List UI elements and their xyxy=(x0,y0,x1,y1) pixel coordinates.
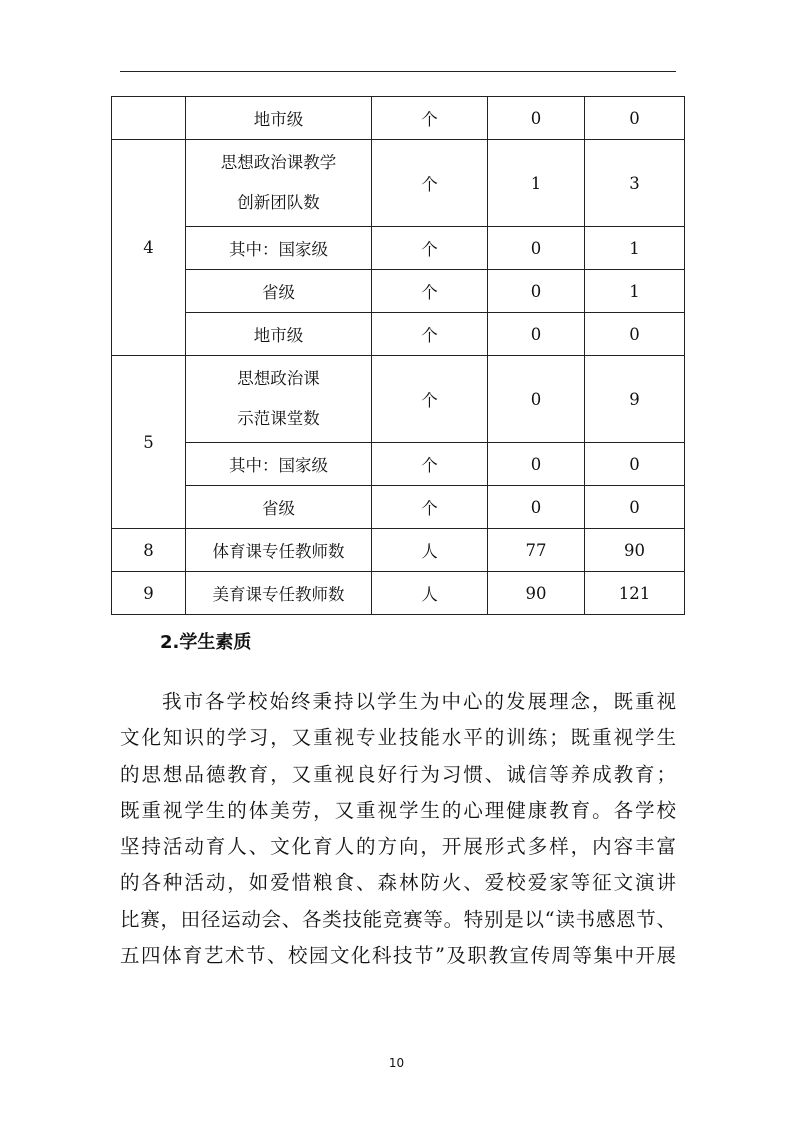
unit-cell: 人 xyxy=(372,572,488,615)
item-label-cell: 其中：国家级 xyxy=(186,227,372,270)
item-label-cell xyxy=(186,140,372,227)
row-number-cell: 9 xyxy=(112,572,186,615)
unit-cell: 个 xyxy=(372,486,488,529)
paragraph-line: 既重视学生的体美劳，又重视学生的心理健康教育。各学校 xyxy=(120,798,676,822)
table-row xyxy=(112,313,685,356)
item-label-cell: 美育课专任教师数 xyxy=(186,572,372,615)
item-label-line: 创新团队数 xyxy=(237,193,320,212)
value-cell: 121 xyxy=(585,572,685,615)
unit-cell: 个 xyxy=(372,227,488,270)
paragraph-line: 的各种活动，如爱惜粮食、森林防火、爱校爱家等征文演讲 xyxy=(120,871,676,895)
value-cell: 1 xyxy=(585,270,685,313)
table-row xyxy=(112,97,685,140)
paragraph-line: 我市各学校始终秉持以学生为中心的发展理念，既重视 xyxy=(162,690,676,713)
value-cell: 3 xyxy=(585,140,685,227)
paragraph-line: 比赛，田径运动会、各类技能竞赛等。特别是以“读书感恩节、 xyxy=(120,907,676,931)
value-cell: 77 xyxy=(488,529,585,572)
paragraph-line: 坚持活动育人、文化育人的方向，开展形式多样，内容丰富 xyxy=(120,835,676,859)
item-label-line: 示范课堂数 xyxy=(237,409,320,428)
value-cell: 0 xyxy=(488,97,585,140)
value-cell: 0 xyxy=(585,443,685,486)
value-cell: 0 xyxy=(488,227,585,270)
item-label-cell: 地市级 xyxy=(186,313,372,356)
value-cell: 0 xyxy=(488,356,585,443)
header-rule xyxy=(120,71,676,72)
paragraph-line: 五四体育艺术节、校园文化科技节”及职教宣传周等集中开展 xyxy=(120,944,676,968)
value-cell: 0 xyxy=(488,270,585,313)
value-cell: 9 xyxy=(585,356,685,443)
row-number-cell: 8 xyxy=(112,529,186,572)
value-cell: 0 xyxy=(585,97,685,140)
table-row xyxy=(112,227,685,270)
row-number-cell: 4 xyxy=(112,140,186,356)
unit-cell: 人 xyxy=(372,529,488,572)
value-cell: 0 xyxy=(488,486,585,529)
value-cell: 0 xyxy=(585,313,685,356)
item-label-cell: 省级 xyxy=(186,486,372,529)
unit-cell: 个 xyxy=(372,313,488,356)
item-label-line: 思想政治课 xyxy=(237,369,320,388)
value-cell: 1 xyxy=(488,140,585,227)
unit-cell: 个 xyxy=(372,270,488,313)
table-row xyxy=(112,140,685,227)
table-row xyxy=(112,486,685,529)
table-row xyxy=(112,356,685,443)
item-label-cell: 地市级 xyxy=(186,97,372,140)
item-label-cell xyxy=(186,356,372,443)
paragraph-line: 的思想品德教育，又重视良好行为习惯、诚信等养成教育； xyxy=(120,762,676,786)
unit-cell: 个 xyxy=(372,140,488,227)
value-cell: 1 xyxy=(585,227,685,270)
item-label-cell: 其中：国家级 xyxy=(186,443,372,486)
unit-cell: 个 xyxy=(372,443,488,486)
item-label-line: 思想政治课教学 xyxy=(220,153,337,172)
paragraph-line: 文化知识的学习，又重视专业技能水平的训练；既重视学生 xyxy=(120,726,676,750)
unit-cell: 个 xyxy=(372,356,488,443)
value-cell: 90 xyxy=(585,529,685,572)
row-number-cell: 5 xyxy=(112,356,186,529)
value-cell: 0 xyxy=(488,443,585,486)
body-paragraph xyxy=(120,684,676,974)
value-cell: 90 xyxy=(488,572,585,615)
value-cell: 0 xyxy=(585,486,685,529)
table-row xyxy=(112,443,685,486)
table-row xyxy=(112,270,685,313)
row-number-cell xyxy=(112,97,186,140)
value-cell: 0 xyxy=(488,313,585,356)
page-number: 10 xyxy=(388,1056,405,1070)
table-row xyxy=(112,572,685,615)
section-heading: 2.学生素质 xyxy=(160,632,252,653)
item-label-cell: 体育课专任教师数 xyxy=(186,529,372,572)
statistics-table xyxy=(111,96,685,615)
table-row xyxy=(112,529,685,572)
unit-cell: 个 xyxy=(372,97,488,140)
item-label-cell: 省级 xyxy=(186,270,372,313)
